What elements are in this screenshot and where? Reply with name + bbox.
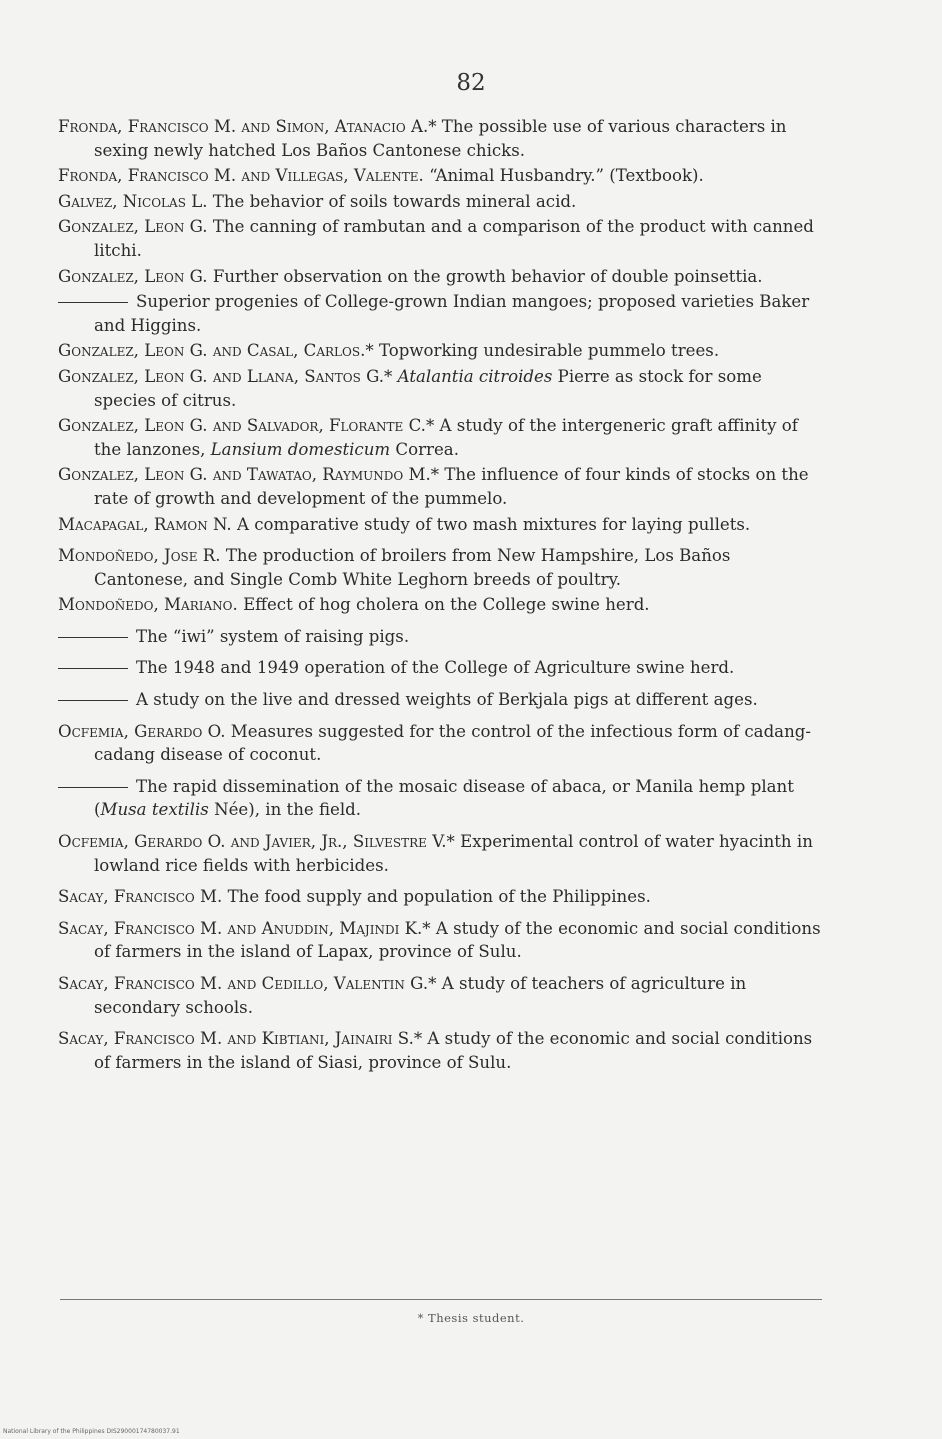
entry-title: A study of the economic and social conditions of farmers in the island of Siasi, province of Sulu.: [94, 1029, 813, 1072]
entry-title: Correa.: [390, 439, 459, 459]
entry-author: Mondoñedo, Mariano.: [58, 595, 238, 615]
entry-title: A study of the intergeneric graft affinity of the lanzones,: [94, 416, 798, 459]
library-watermark: National Library of the Philippines DIS29000174780037.91: [3, 1428, 180, 1435]
bibliography-entry: [58, 972, 826, 1019]
entry-title: Topworking undesirable pummelo trees.: [378, 341, 720, 361]
entry-author: Sacay, Francisco M.: [58, 887, 223, 907]
bibliography-entry: [58, 775, 826, 822]
bibliography-entry: [58, 290, 826, 337]
entry-title: The possible use of various characters in sexing newly hatched Los Baños Cantonese chicks.: [94, 117, 787, 160]
bibliography-entry: [58, 265, 826, 289]
entry-author: Mondoñedo, Jose R.: [58, 546, 221, 566]
bibliography-entry: [58, 544, 826, 591]
entry-author: Gonzalez, Leon G. and Salvador, Florante C.*: [58, 416, 435, 436]
entry-title: The rapid dissemination of the mosaic disease of abaca, or Manila hemp plant (: [94, 776, 794, 820]
entry-title-italic: Lansium domesticum: [210, 439, 391, 459]
entry-title: Pierre as stock for some species of citrus.: [94, 366, 762, 410]
ditto-dash: [58, 302, 128, 303]
bibliography-entry: [58, 1027, 826, 1074]
bibliography-entry: [58, 656, 826, 680]
entry-title: Née), in the field.: [208, 800, 362, 820]
footnote: * Thesis student.: [417, 1311, 525, 1325]
bibliography-entry: [58, 339, 826, 363]
bibliography-entry: [58, 917, 826, 964]
bibliography-entry: [58, 414, 826, 461]
ditto-dash: [58, 637, 128, 638]
bibliography-entry: [58, 463, 826, 510]
entry-author: Gonzalez, Leon G.: [58, 217, 208, 237]
entry-title: The production of broilers from New Hampshire, Los Baños Cantonese, and Single Comb White Leghorn breeds of poultry.: [94, 546, 731, 589]
entry-title-italic: Musa textilis: [100, 800, 209, 820]
entry-author: Galvez, Nicolas L.: [58, 191, 208, 211]
bibliography-entry: [58, 115, 826, 162]
entry-title: A study on the live and dressed weights of Berkjala pigs at different ages.: [136, 690, 758, 710]
entry-title-italic: Atalantia citroides: [397, 366, 553, 386]
bibliography-entry: [58, 885, 826, 909]
entry-author: Gonzalez, Leon G. and Casal, Carlos.*: [58, 341, 374, 361]
entry-title: The food supply and population of the Philippines.: [227, 887, 651, 907]
entry-title: The “iwi” system of raising pigs.: [136, 626, 410, 646]
entry-author: Gonzalez, Leon G.: [58, 266, 208, 286]
bibliography-entry: [58, 688, 826, 712]
entry-title: The 1948 and 1949 operation of the College of Agriculture swine herd.: [136, 658, 735, 678]
entry-author: Ocfemia, Gerardo O. and Javier, Jr., Silvestre V.*: [58, 832, 455, 852]
bibliography-entry: [58, 625, 826, 649]
entry-author: Fronda, Francisco M. and Villegas, Valente.: [58, 166, 424, 186]
ditto-dash: [58, 668, 128, 669]
bibliography-entry: [58, 190, 826, 214]
entry-title: “Animal Husbandry.” (Textbook).: [429, 166, 704, 186]
ditto-dash: [58, 700, 128, 701]
entry-title: A study of the economic and social conditions of farmers in the island of Lapax, province of Sulu.: [94, 918, 821, 962]
entry-title: Measures suggested for the control of the infectious form of cadang-cadang disease of coconut.: [94, 721, 811, 765]
entry-author: Ocfemia, Gerardo O.: [58, 721, 226, 741]
bibliography-entry: [58, 164, 826, 188]
entry-title: A study of teachers of agriculture in secondary schools.: [94, 974, 747, 1017]
entry-title: The canning of rambutan and a comparison of the product with canned litchi.: [94, 217, 814, 260]
bibliography-entry: [58, 593, 826, 617]
entry-author: Sacay, Francisco M. and Kibtiani, Jainairi S.*: [58, 1029, 423, 1049]
ditto-dash: [58, 787, 128, 788]
entry-title: The behavior of soils towards mineral acid.: [212, 191, 577, 211]
entry-author: Sacay, Francisco M. and Anuddin, Majindi K.*: [58, 918, 431, 938]
bibliography-entry: [58, 830, 826, 877]
entry-title: Experimental control of water hyacinth in lowland rice fields with herbicides.: [94, 832, 813, 875]
entry-title: Further observation on the growth behavior of double poinsettia.: [212, 266, 763, 286]
bibliography-entry: [58, 365, 826, 412]
bibliography-entry: [58, 720, 826, 767]
entry-author: Fronda, Francisco M. and Simon, Atanacio A.*: [58, 117, 437, 136]
entry-author: Sacay, Francisco M. and Cedillo, Valentin G.*: [58, 974, 437, 993]
bibliography-list: [58, 115, 826, 1076]
entry-title: A comparative study of two mash mixtures for laying pullets.: [237, 514, 751, 534]
entry-author: Macapagal, Ramon N.: [58, 514, 232, 534]
entry-author: Gonzalez, Leon G. and Tawatao, Raymundo M.*: [58, 465, 440, 485]
entry-title: Superior progenies of College-grown Indian mangoes; proposed varieties Baker and Higgins.: [94, 292, 810, 335]
bibliography-entry: [58, 513, 826, 537]
bibliography-entry: [58, 215, 826, 262]
page-number: 82: [456, 70, 486, 96]
entry-author: Gonzalez, Leon G. and Llana, Santos G.*: [58, 366, 393, 386]
entry-title: The influence of four kinds of stocks on the rate of growth and development of the pummelo.: [94, 465, 809, 508]
footnote-divider: [60, 1299, 822, 1300]
entry-title: Effect of hog cholera on the College swine herd.: [243, 595, 650, 615]
